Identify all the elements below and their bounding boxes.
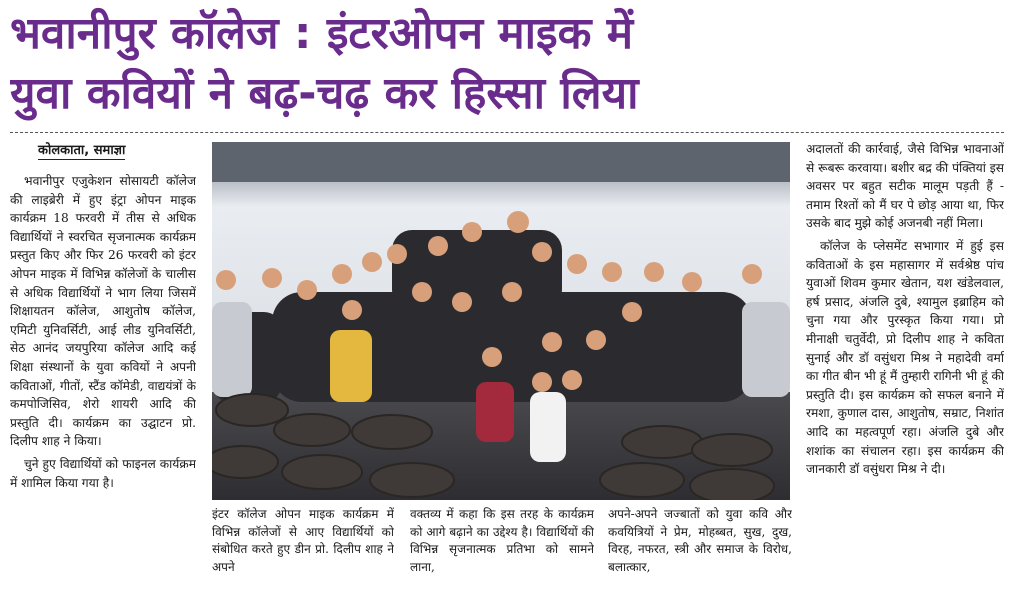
dateline: कोलकाता, समाज्ञा [38, 140, 125, 160]
column-4-paragraph: अपने-अपने जज्बातों को युवा कवि और कवयित्रियों ने प्रेम, मोहब्बत, सुख, दुख, विरह, नफरत, स्त्री और समाज के विरोध, बलात्कार, [608, 507, 792, 574]
column-3-paragraph: वक्तव्य में कहा कि इस तरह के कार्यक्रम को आगे बढ़ाने का उद्देश्य है। विद्यार्थियों की विभिन्न सृजनात्मक प्रतिभा को सामने लाना, [410, 507, 594, 574]
column-5-paragraph-2: कॉलेज के प्लेसमेंट सभागार में हुई इस कविताओं के इस महासागर में सर्वश्रेष्ठ पांच युवाओं शिवम कुमार खेतान, यश खंडेलवाल, हर्ष प्रसाद, अंजलि दुबे, श्यामुल इब्राहिम को चुना गया और पुरस्कृत किया गया। प्रो मीनाक्षी चतुर्वेदी, प्रो दिलीप शाह ने कविता सुनाई और डॉ वसुंधरा मिश्र ने महादेवी वर्मा का गीत बीन भी हूं मैं तुम्हारी रागिनी भी हूं की प्रस्तुति दी। इस कार्यक्रम को सफल बनाने में रमशा, कुणाल दास, आशुतोष, सम्राट, निशांत आदि का महत्वपूर्ण रहा। अंजलि दुबे और शशांक का संचालन रहा। इस कार्यक्रम की जानकारी डॉ वसुंधरा मिश्र ने दी। [806, 238, 1004, 477]
column-4 [608, 506, 792, 586]
column-1-paragraph-2: चुने हुए विद्यार्थियों को फाइनल कार्यक्रम में शामिल किया गया है। [10, 456, 196, 490]
column-1-paragraph-1: भवानीपुर एजुकेशन सोसायटी कॉलेज की लाइब्रेरी में हुए इंट्रा ओपन माइक कार्यक्रम 18 फरवरी में तीस से अधिक विद्यार्थियों ने स्वरचित सृजनात्मक कार्यक्रम प्रस्तुत किए और फिर 26 फरवरी को इंटर ओपन माइक में विभिन्न कॉलेजों के चालीस से अधिक विद्यार्थियों ने भाग लिया जिसमें शिक्षायतन कॉलेज, आशुतोष कॉलेज, एमिटी युनिवर्सिटी, आई लीड युनिवर्सिटी, सेठ आनंद जयपुरिया कॉलेज आदि कई शिक्षा संस्थानों के युवा कवियों ने अपनी कविताओं, गीतों, स्टैंड कॉमेडी, वाद्ययंत्रों के कमपोजिसिव, शेरो शायरी आदि की प्रस्तुति दी। कार्यक्रम का उद्घाटन प्रो. दिलीप शाह ने किया। [10, 174, 196, 449]
headline-line-2: युवा कवियों ने बढ़-चढ़ कर हिस्सा लिया [10, 68, 639, 119]
headline-line-1: भवानीपुर कॉलेज : इंटरओपन माइक में [10, 8, 634, 59]
group-photo [212, 142, 790, 500]
headline-rule [10, 132, 1004, 133]
column-2-paragraph: इंटर कॉलेज ओपन माइक कार्यक्रम में विभिन्न कॉलेजों से आए विद्यार्थियों को संबोधित करते हुए डीन प्रो. दिलीप शाह ने अपने [212, 507, 394, 574]
column-5 [806, 140, 1004, 586]
column-2 [212, 506, 394, 586]
column-5-paragraph-1: अदालतों की कार्रवाई, जैसे विभिन्न भावनाओं से रूबरू करवाया। बशीर बद्र की पंक्तियां इस अवसर पर बहुत सटीक मालूम पड़ती हैं - तमाम रिश्तों को मैं घर पे छोड़ आया था, फिर उसके बाद मुझे कोई अजनबी नहीं मिला। [806, 142, 1004, 231]
headline [10, 4, 1004, 124]
column-3 [410, 506, 594, 586]
column-1 [10, 172, 196, 586]
